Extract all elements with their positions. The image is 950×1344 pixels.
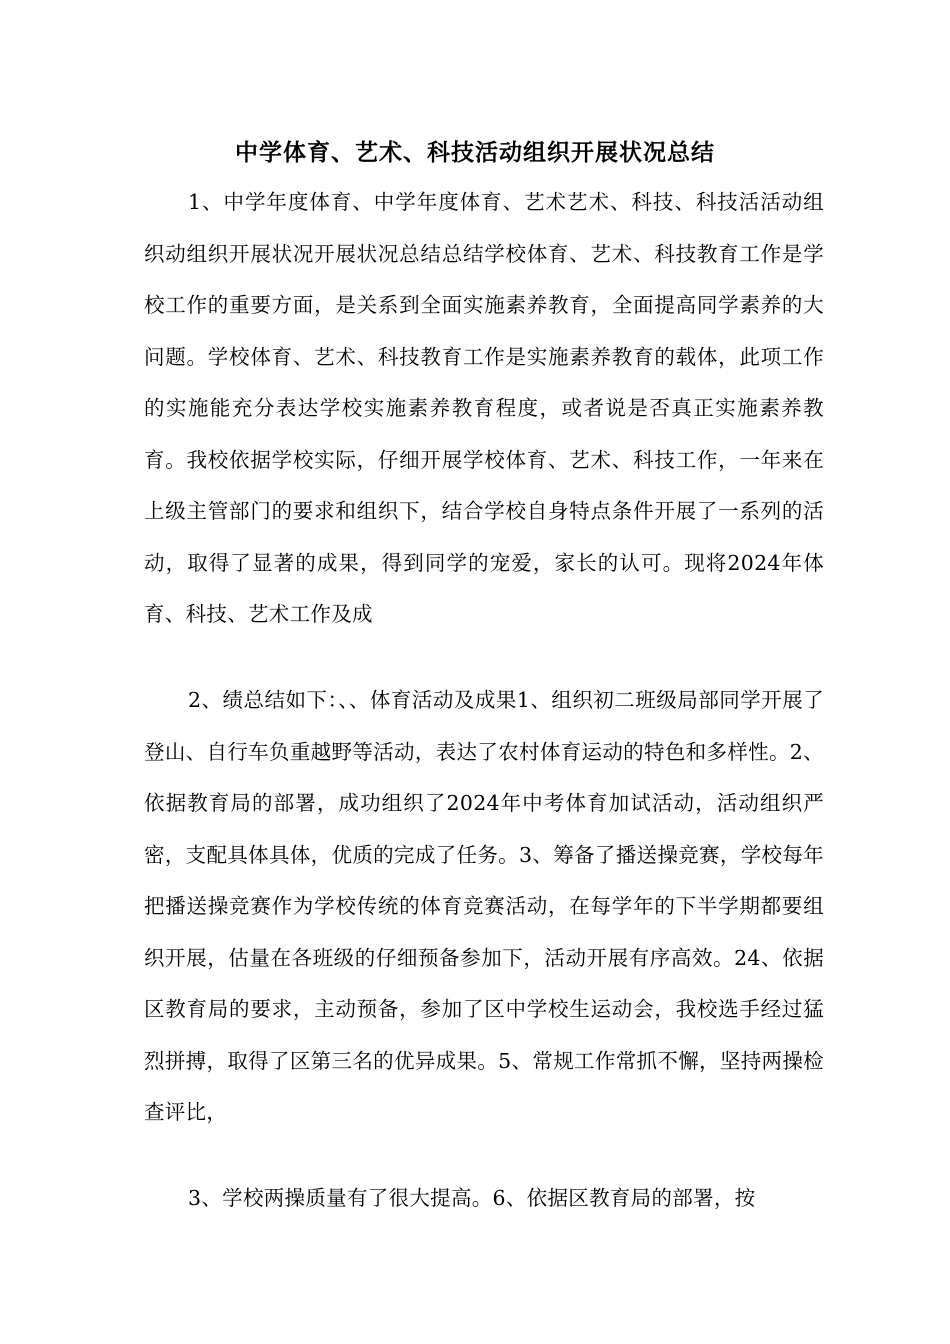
paragraph-1: 1、中学年度体育、中学年度体育、艺术艺术、科技、科技活活动组织动组织开展状况开展状况总结总结学校体育、艺术、科技教育工作是学校工作的重要方面，是关系到全面实施素养教育，全面提高同学素养的大问题。学校体育、艺术、科技教育工作是实施素养教育的载体，此项工作的实施能充分表达学校实施素养教育程度，或者说是否真正实施素养教育。我校依据学校实际，仔细开展学校体育、艺术、科技工作，一年来在上级主管部门的要求和组织下，结合学校自身特点条件开展了一系列的活动，取得了显著的成果，得到同学的宠爱，家长的认可。现将2024年体育、科技、艺术工作及成 xyxy=(144,190,824,626)
document-title: 中学体育、艺术、科技活动组织开展状况总结 xyxy=(235,139,715,166)
paragraph-2: 2、绩总结如下：、、体育活动及成果1、组织初二班级局部同学开展了登山、自行车负重越野等活动，表达了农村体育运动的特色和多样性。2、依据教育局的部署，成功组织了2024年中考体育加试活动，活动组织严密，支配具体具体，优质的完成了任务。3、筹备了播送操竞赛，学校每年把播送操竞赛作为学校传统的体育竞赛活动，在每学年的下半学期都要组织开展，估量在各班级的仔细预备参加下，活动开展有序高效。24、依据区教育局的要求，主动预备，参加了区中学校生运动会，我校选手经过猛烈拼搏，取得了区第三名的优异成果。5、常规工作常抓不懈，坚持两操检查评比， xyxy=(144,688,824,1124)
paragraph-3: 3、学校两操质量有了很大提高。6、依据区教育局的部署，按 xyxy=(188,1186,756,1210)
